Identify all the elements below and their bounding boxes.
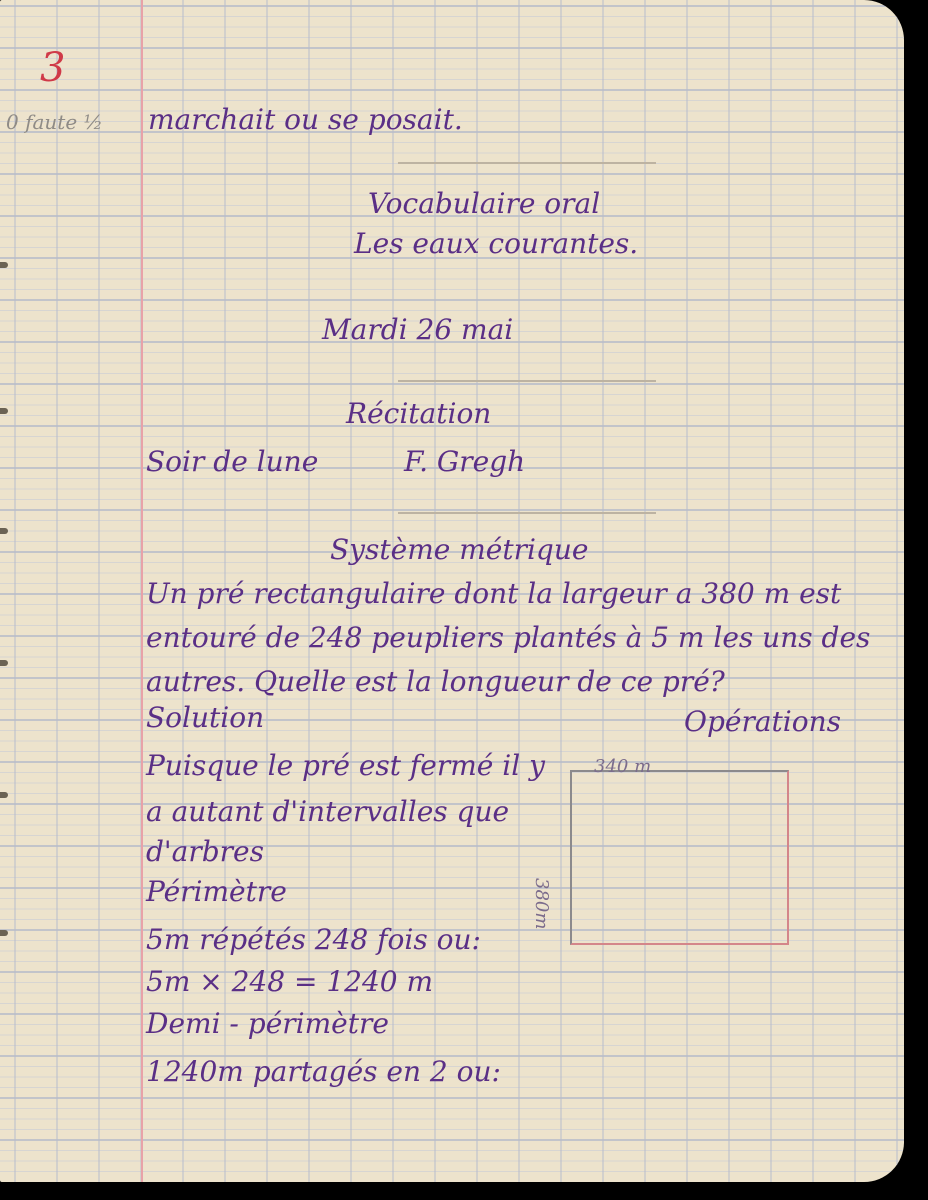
- grade-mark: 3: [40, 45, 66, 91]
- binding-hole: [0, 408, 8, 414]
- margin-note: 0 faute ½: [6, 110, 103, 134]
- diagram-height-label: 380m: [531, 878, 552, 930]
- separator-rule: [398, 512, 656, 514]
- binding-hole: [0, 660, 8, 666]
- separator-rule: [398, 162, 656, 164]
- field-diagram: [570, 770, 789, 945]
- text-line: a autant d'intervalles que: [146, 795, 510, 828]
- heading: Récitation: [346, 397, 492, 430]
- heading: Système métrique: [330, 533, 589, 566]
- text-line: 5m × 248 = 1240 m: [146, 965, 434, 998]
- text-line: 5m répétés 248 fois ou:: [146, 923, 481, 956]
- binding-hole: [0, 262, 8, 268]
- text-line: Périmètre: [146, 875, 287, 908]
- text-line: Demi - périmètre: [146, 1007, 389, 1040]
- heading: Vocabulaire oral: [368, 187, 601, 220]
- date-line: Mardi 26 mai: [322, 313, 514, 346]
- text-line: Un pré rectangulaire dont la largeur a 380 m est: [146, 577, 842, 610]
- poem-title: Soir de lune: [146, 445, 319, 478]
- binding-hole: [0, 528, 8, 534]
- binding-hole: [0, 792, 8, 798]
- separator-rule: [398, 380, 656, 382]
- text-line: marchait ou se posait.: [148, 103, 463, 136]
- section-label: Solution: [146, 701, 265, 734]
- text-line: entouré de 248 peupliers plantés à 5 m les uns des: [146, 621, 871, 654]
- margin-line: [141, 0, 143, 1182]
- text-line: autres. Quelle est la longueur de ce pré?: [146, 665, 725, 698]
- text-line: 1240m partagés en 2 ou:: [146, 1055, 501, 1088]
- diagram-width-label: 340 m: [594, 756, 652, 777]
- heading: Les eaux courantes.: [354, 227, 639, 260]
- text-line: d'arbres: [146, 835, 264, 868]
- poem-author: F. Gregh: [404, 445, 526, 478]
- section-label: Opérations: [684, 705, 841, 738]
- text-line: Puisque le pré est fermé il y: [146, 749, 545, 782]
- binding-hole: [0, 930, 8, 936]
